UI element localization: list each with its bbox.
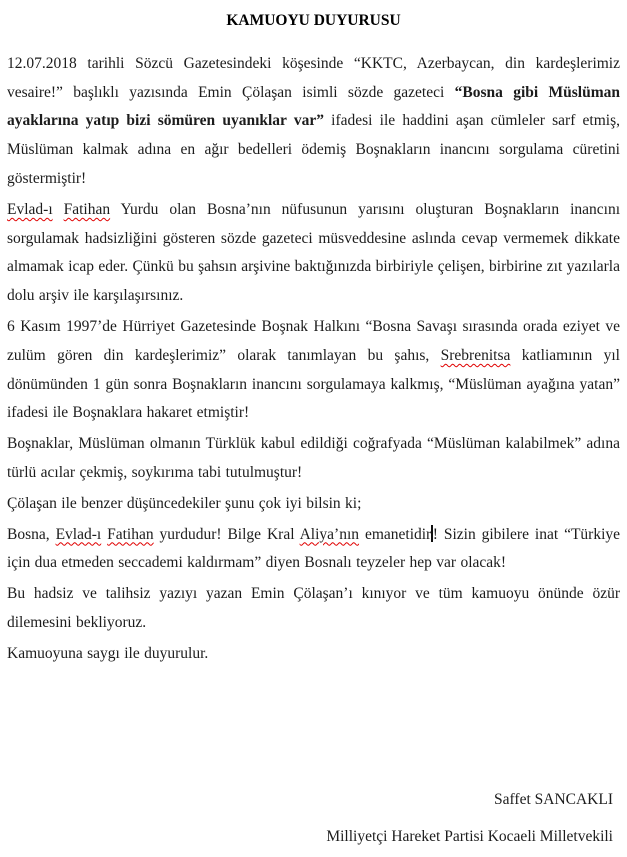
paragraph: [7, 313, 620, 428]
text-run: 12.07.2018 tarihli Sözcü Gazetesindeki köşesinde “KKTC, Azerbaycan, din kardeşlerimiz vesaire!” başlıklı yazısında Emin Çölaşan isimli sözde gazeteci: [7, 54, 620, 101]
misspelled-word: Fatihan: [63, 200, 111, 218]
text-run: yurdudur! Bilge Kral: [153, 525, 300, 543]
text-run: ! Sizin gibilere inat “Türkiye için dua etmeden seccademi kaldırmam” diyen Bosnalı teyzeler hep var olacak!: [7, 525, 621, 572]
paragraph: [7, 521, 620, 579]
text-run: 6 Kasım 1997’de Hürriyet Gazetesinde Boşnak Halkını “Bosna Savaşı sırasında orada eziyet ve zulüm gören din kardeşlerimiz” olarak tanımlayan bu şahıs,: [7, 317, 620, 364]
paragraph: Çölaşan ile benzer düşüncedekiler şunu çok iyi bilsin ki;: [7, 494, 362, 512]
paragraph: [7, 50, 620, 194]
text-run: emanetidir: [359, 525, 432, 543]
misspelled-word: Evlad-ı: [7, 200, 53, 218]
document-title: KAMUOYU DUYURUSU: [226, 12, 401, 29]
signature-block: [7, 786, 620, 853]
text-run: Bosna,: [7, 525, 56, 543]
paragraph: [7, 196, 620, 311]
misspelled-word: Evlad-ı: [55, 525, 102, 543]
text-run: Yurdu olan Bosna’nın nüfusunun yarısını oluşturan Boşnakların inancını sorgulamak hadsizliğini gösteren sözde gazeteci müsveddesine aslında cevap vermemek dikkate almamak icap eder. Çünkü bu şahsın arşivine baktığınızda birbiriyle çelişen, birbirine zıt yazılarla dolu arşiv ile karşılaşırsınız.: [7, 200, 621, 305]
text-run: [53, 201, 64, 218]
misspelled-word: Fatihan: [107, 525, 154, 543]
text-run: katliamının yıl dönümünden 1 gün sonra Boşnakların inancını sorgulamaya kalkmış, “Müslüman ayağına yatan” ifadesi ile Boşnaklara hakaret etmiştir!: [7, 346, 620, 422]
paragraph: Boşnaklar, Müslüman olmanın Türklük kabul edildiği coğrafyada “Müslüman kalabilmek” adına türlü acılar çekmiş, soykırıma tabi tutulmuştur!: [7, 435, 620, 481]
paragraph: Bu hadsiz ve talihsiz yazıyı yazan Emin Çölaşan’ı kınıyor ve tüm kamuoyu önünde özür dilemesini bekliyoruz.: [7, 585, 620, 631]
misspelled-word: Srebrenitsa: [440, 346, 511, 364]
text-run: ifadesi ile haddini aşan cümleler sarf etmiş, Müslüman kalmak adına en ağır bedelleri ödemiş Boşnakların inancını sorgulama cüretini göstermiştir!: [7, 112, 620, 187]
signature-role: Milliyetçi Hareket Partisi Kocaeli Milletvekili: [326, 828, 613, 846]
signature-name: Saffet SANCAKLI: [494, 790, 613, 808]
bold-emphasis: “Bosna gibi Müslüman ayaklarına yatıp bizi sömüren uyanıklar var”: [7, 83, 620, 130]
misspelled-word: Aliya’nın: [299, 525, 360, 543]
paragraph: Kamuoyuna saygı ile duyurulur.: [7, 644, 209, 662]
